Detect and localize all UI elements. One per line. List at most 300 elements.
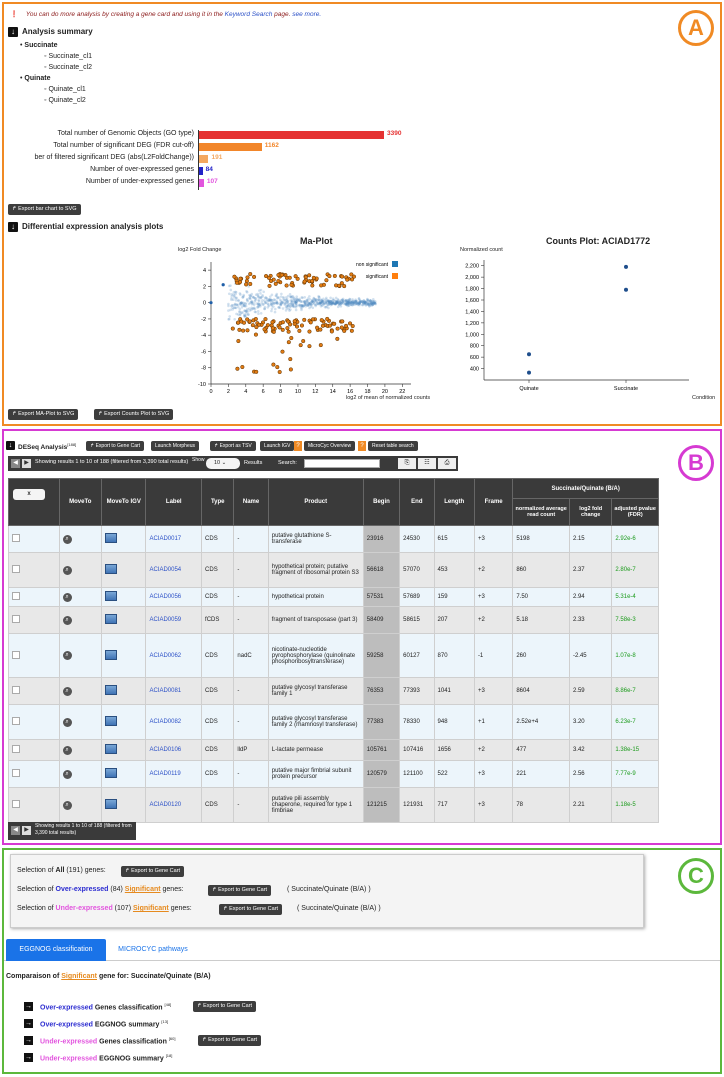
- ma-x-tick-label: 6: [261, 389, 265, 395]
- table-cell[interactable]: [9, 761, 60, 788]
- table-cell: 107416: [400, 740, 434, 761]
- see-more-link[interactable]: see more.: [292, 11, 322, 18]
- ma-point-nonsig: [260, 312, 263, 315]
- ma-point-sig: [268, 284, 272, 288]
- magnifier-icon[interactable]: ⌕: [63, 718, 72, 727]
- table-row[interactable]: [9, 761, 659, 788]
- table-cell: CDS: [202, 705, 234, 740]
- table-cell[interactable]: [101, 607, 145, 634]
- gene-label-link[interactable]: ACIAD0106: [146, 740, 202, 761]
- gene-label-link[interactable]: ACIAD0120: [146, 788, 202, 823]
- col-label[interactable]: Label: [146, 479, 202, 526]
- prev-icon[interactable]: ◀: [11, 826, 20, 835]
- counts-plot: [454, 256, 694, 401]
- gene-label-link[interactable]: ACIAD0017: [146, 526, 202, 553]
- ma-point-nonsig: [358, 304, 361, 307]
- ma-plot-title: Ma-Plot: [300, 236, 333, 246]
- table-cell: 8.86e-7: [612, 678, 659, 705]
- export-bar-chart-button[interactable]: ↱ Export bar chart to SVG: [8, 204, 81, 215]
- list-item: ◦ Quinate_cl2: [44, 97, 86, 104]
- table-cell: 5.31e-4: [612, 588, 659, 607]
- table-cell: putative glycosyl transferase family 1: [268, 678, 363, 705]
- showing-results-bottom: Showing results 1 to 10 of 188 (filtered from 3,390 total results): [35, 823, 132, 836]
- table-cell[interactable]: [59, 678, 101, 705]
- table-cell: hypothetical protein: [268, 588, 363, 607]
- table-cell: -: [234, 705, 268, 740]
- ma-point-nonsig: [324, 306, 327, 309]
- table-cell: 1.18e-5: [612, 788, 659, 823]
- reset-column-filters-button[interactable]: x: [13, 489, 45, 500]
- row-checkbox[interactable]: [12, 745, 20, 753]
- table-row[interactable]: [9, 607, 659, 634]
- table-cell: 3.20: [569, 705, 611, 740]
- table-cell: 2.80e-7: [612, 553, 659, 588]
- magnifier-icon[interactable]: ⌕: [63, 746, 72, 755]
- table-cell[interactable]: [101, 705, 145, 740]
- next-icon[interactable]: ▶: [22, 459, 31, 468]
- table-row[interactable]: [9, 526, 659, 553]
- table-cell: 60127: [400, 634, 434, 678]
- gene-label-link[interactable]: ACIAD0119: [146, 761, 202, 788]
- table-cell: 5.18: [513, 607, 570, 634]
- gene-label-link[interactable]: ACIAD0062: [146, 634, 202, 678]
- export-all-gene-cart-button[interactable]: ↱ Export to Gene Cart: [121, 866, 184, 877]
- table-cell[interactable]: [9, 634, 60, 678]
- table-cell: 121215: [363, 788, 399, 823]
- ma-point-nonsig: [317, 298, 320, 301]
- ma-point-nonsig: [246, 311, 249, 314]
- ma-point-nonsig: [324, 301, 327, 304]
- ma-x-tick-label: 8: [279, 389, 283, 395]
- gene-label-link[interactable]: ACIAD0056: [146, 588, 202, 607]
- info-banner: ❗ You can do more analysis by creating a gene card and using it in the Keyword Search page. see more.: [10, 11, 322, 18]
- ma-point-nonsig: [337, 298, 340, 301]
- ma-point-nonsig: [285, 309, 288, 312]
- ma-point-sig: [350, 273, 354, 277]
- deseq-table: [8, 478, 659, 823]
- ma-point-nonsig: [235, 297, 238, 300]
- ma-point-nonsig: [301, 296, 304, 299]
- classification-item[interactable]: Under-expressed Genes classification [60]: [40, 1036, 176, 1046]
- table-cell[interactable]: [59, 607, 101, 634]
- table-cell[interactable]: [9, 588, 60, 607]
- table-cell: 56618: [363, 553, 399, 588]
- ma-point-sig: [288, 323, 292, 327]
- magnifier-icon[interactable]: ⌕: [63, 770, 72, 779]
- export-gene-cart-button[interactable]: ↱ Export to Gene Cart: [193, 1001, 256, 1012]
- magnifier-icon[interactable]: ⌕: [63, 566, 72, 575]
- ma-point-sig: [330, 330, 334, 334]
- ma-point-sig: [308, 344, 312, 348]
- tab-eggnog[interactable]: EGGNOG classification: [6, 939, 106, 961]
- table-cell: 2.37: [569, 553, 611, 588]
- row-checkbox[interactable]: [12, 686, 20, 694]
- table-cell: 207: [434, 607, 474, 634]
- ma-point-nonsig: [285, 299, 288, 302]
- gene-label-link[interactable]: ACIAD0054: [146, 553, 202, 588]
- ma-point-nonsig: [293, 297, 296, 300]
- export-under-gene-cart-button[interactable]: ↱ Export to Gene Cart: [219, 904, 282, 915]
- table-cell[interactable]: [101, 634, 145, 678]
- results-label: Results: [244, 460, 263, 466]
- ma-point-nonsig: [340, 302, 343, 305]
- table-cell: nadC: [234, 634, 268, 678]
- table-cell: -: [234, 588, 268, 607]
- bar-label: Total number of Genomic Objects (GO type): [57, 130, 194, 137]
- igv-icon[interactable]: [105, 614, 117, 624]
- col-name[interactable]: Name: [234, 479, 268, 526]
- col-length[interactable]: Length: [434, 479, 474, 526]
- igv-icon[interactable]: [105, 564, 117, 574]
- table-row[interactable]: [9, 678, 659, 705]
- table-cell: 58409: [363, 607, 399, 634]
- ma-point-sig: [285, 284, 289, 288]
- magnifier-icon[interactable]: ⌕: [63, 687, 72, 696]
- expand-arrow-icon[interactable]: →: [25, 1003, 32, 1010]
- table-cell[interactable]: [101, 740, 145, 761]
- ma-point-nonsig: [269, 295, 272, 298]
- expand-arrow-icon[interactable]: →: [25, 1037, 32, 1044]
- ma-point-sig: [271, 326, 275, 330]
- reset-table-search-button[interactable]: Reset table search: [368, 441, 418, 451]
- download-arrow-icon[interactable]: ↓: [8, 222, 18, 232]
- ma-point-nonsig: [228, 285, 231, 288]
- ma-point-sig: [241, 329, 245, 333]
- download-arrow-icon[interactable]: ↓: [6, 441, 15, 450]
- ma-point-nonsig: [346, 301, 349, 304]
- table-cell: 1.38e-15: [612, 740, 659, 761]
- keyword-search-link[interactable]: Keyword Search: [224, 11, 273, 18]
- export-gene-cart-button[interactable]: ↱ Export to Gene Cart: [198, 1035, 261, 1046]
- bar-axis: [198, 130, 199, 190]
- counts-x-tick-label: Succinate: [613, 386, 639, 392]
- ma-point-sig: [295, 325, 299, 329]
- ma-point-nonsig: [273, 302, 276, 305]
- ma-point-sig: [288, 357, 292, 361]
- table-cell: 860: [513, 553, 570, 588]
- export-ma-plot-button[interactable]: ↱ Export MA-Plot to SVG: [8, 409, 78, 420]
- table-cell[interactable]: [59, 761, 101, 788]
- table-cell: 57531: [363, 588, 399, 607]
- table-cell[interactable]: [59, 634, 101, 678]
- deseq-title: DESeq Analysis[188]: [18, 442, 77, 452]
- bar-value: 84: [205, 166, 213, 173]
- igv-icon[interactable]: [105, 591, 117, 601]
- row-checkbox[interactable]: [12, 534, 20, 542]
- col-log2fc[interactable]: log2 fold change: [569, 499, 611, 526]
- legend-sig-label: significant: [365, 274, 388, 280]
- tab-microcyc[interactable]: MICROCYC pathways: [118, 946, 188, 953]
- table-cell: 8604: [513, 678, 570, 705]
- bar: [198, 143, 262, 151]
- table-cell[interactable]: [101, 526, 145, 553]
- row-checkbox[interactable]: [12, 592, 20, 600]
- ma-point-nonsig: [267, 302, 270, 305]
- gene-label-link[interactable]: ACIAD0059: [146, 607, 202, 634]
- ma-point-sig: [300, 324, 304, 328]
- magnifier-icon[interactable]: ⌕: [63, 651, 72, 660]
- print-icon[interactable]: ⎙: [438, 458, 456, 469]
- row-checkbox[interactable]: [12, 800, 20, 808]
- table-row[interactable]: [9, 588, 659, 607]
- ma-point-sig: [236, 367, 240, 371]
- table-cell: -: [234, 788, 268, 823]
- ma-point-sig: [342, 329, 346, 333]
- export-counts-plot-button[interactable]: ↱ Export Counts Plot to SVG: [94, 409, 173, 420]
- ma-point-sig: [293, 319, 297, 323]
- igv-icon[interactable]: [105, 799, 117, 809]
- ma-point-sig: [275, 365, 279, 369]
- ma-point-sig: [319, 284, 323, 288]
- ma-point-nonsig: [234, 306, 237, 309]
- table-row[interactable]: [9, 740, 659, 761]
- ma-point-nonsig: [243, 304, 246, 307]
- table-cell[interactable]: [101, 678, 145, 705]
- ma-point-nonsig: [285, 296, 288, 299]
- ma-point-nonsig: [295, 295, 298, 298]
- col-begin[interactable]: Begin: [363, 479, 399, 526]
- magnifier-icon[interactable]: ⌕: [63, 801, 72, 810]
- ma-point-sig: [315, 326, 319, 330]
- classification-item[interactable]: Over-expressed Genes classification [48]: [40, 1002, 172, 1012]
- ma-y-tick-label: -6: [201, 349, 206, 356]
- counts-y-tick-label: 1,000: [465, 332, 479, 339]
- page-length-select[interactable]: 10 ⌄: [206, 458, 240, 469]
- ma-point-nonsig: [269, 300, 272, 303]
- magnifier-icon[interactable]: ⌕: [63, 616, 72, 625]
- ma-point-nonsig: [257, 310, 260, 313]
- de-plots-title: Differential expression analysis plots: [22, 222, 164, 231]
- ma-point-nonsig: [237, 299, 240, 302]
- magnifier-icon[interactable]: ⌕: [63, 593, 72, 602]
- legend-nonsig-label: non significant: [356, 262, 388, 268]
- table-cell[interactable]: [9, 526, 60, 553]
- ma-point-nonsig: [260, 289, 263, 292]
- ma-point-nonsig: [322, 303, 325, 306]
- table-cell: CDS: [202, 678, 234, 705]
- row-checkbox[interactable]: [12, 651, 20, 659]
- table-cell: 2.15: [569, 526, 611, 553]
- table-cell: 159: [434, 588, 474, 607]
- ma-point-sig: [246, 329, 250, 333]
- ma-point-sig: [325, 317, 329, 321]
- table-cell: 2.59: [569, 678, 611, 705]
- col-norm-count[interactable]: normalized average read count: [513, 499, 570, 526]
- ma-point-nonsig: [285, 301, 288, 304]
- igv-icon[interactable]: [105, 685, 117, 695]
- ma-point-nonsig: [304, 300, 307, 303]
- ma-point-nonsig: [297, 300, 300, 303]
- table-cell[interactable]: [59, 788, 101, 823]
- col-type[interactable]: Type: [202, 479, 234, 526]
- ma-point-sig: [289, 368, 293, 372]
- table-cell[interactable]: [59, 588, 101, 607]
- table-cell[interactable]: [59, 740, 101, 761]
- igv-icon[interactable]: [105, 744, 117, 754]
- row-checkbox[interactable]: [12, 565, 20, 573]
- ma-x-tick-label: 4: [244, 389, 248, 395]
- table-cell: +2: [474, 553, 512, 588]
- table-cell[interactable]: [101, 553, 145, 588]
- table-cell[interactable]: [59, 705, 101, 740]
- ma-point-nonsig: [276, 297, 279, 300]
- ma-point-sig: [344, 324, 348, 328]
- counts-plot-xlabel: Condition: [692, 395, 716, 401]
- bar: [198, 131, 384, 139]
- ma-point-nonsig: [307, 297, 310, 300]
- table-cell: 260: [513, 634, 570, 678]
- magnifier-icon[interactable]: ⌕: [63, 535, 72, 544]
- table-row[interactable]: [9, 634, 659, 678]
- ma-point-nonsig: [306, 301, 309, 304]
- row-checkbox[interactable]: [12, 717, 20, 725]
- table-cell: +3: [474, 761, 512, 788]
- table-cell: CDS: [202, 788, 234, 823]
- expand-arrow-icon[interactable]: →: [25, 1020, 32, 1027]
- copy-icon[interactable]: ⎘: [398, 458, 416, 469]
- table-cell: 1.07e-8: [612, 634, 659, 678]
- bar-value: 3390: [387, 130, 402, 137]
- export-gene-cart-button[interactable]: ↱ Export to Gene Cart: [86, 441, 144, 451]
- table-cell: 105761: [363, 740, 399, 761]
- microcyc-overview-button[interactable]: MicroCyc Overview: [304, 441, 355, 451]
- prev-icon[interactable]: ◀: [11, 459, 20, 468]
- ma-point-sig: [248, 272, 252, 276]
- bar: [198, 155, 208, 163]
- table-cell: -: [234, 761, 268, 788]
- ma-point-nonsig: [274, 308, 277, 311]
- table-cell[interactable]: [9, 705, 60, 740]
- table-row[interactable]: [9, 705, 659, 740]
- gene-label-link[interactable]: ACIAD0081: [146, 678, 202, 705]
- col-moveto-igv[interactable]: MoveTo IGV: [101, 479, 145, 526]
- igv-icon[interactable]: [105, 768, 117, 778]
- launch-igv-button[interactable]: Launch IGV: [260, 441, 294, 451]
- ma-point-sig: [350, 278, 354, 282]
- ma-point-nonsig: [270, 310, 273, 313]
- ma-point-sig: [294, 274, 298, 278]
- ma-point-nonsig: [209, 301, 212, 304]
- ma-point-sig: [278, 326, 282, 330]
- table-row[interactable]: [9, 553, 659, 588]
- table-cell[interactable]: [101, 788, 145, 823]
- ma-point-nonsig: [260, 296, 263, 299]
- ma-point-nonsig: [249, 298, 252, 301]
- info-icon: ❗: [10, 11, 19, 18]
- igv-icon[interactable]: [105, 650, 117, 660]
- ma-point-sig: [277, 279, 281, 283]
- ma-point-nonsig: [284, 303, 287, 306]
- ma-point-nonsig: [241, 296, 244, 299]
- launch-morpheus-button[interactable]: Launch Morpheus: [151, 441, 199, 451]
- table-cell: -2.45: [569, 634, 611, 678]
- ma-point-nonsig: [313, 297, 316, 300]
- igv-icon[interactable]: [105, 716, 117, 726]
- table-cell: 477: [513, 740, 570, 761]
- excel-icon[interactable]: ☷: [418, 458, 436, 469]
- ma-y-tick-label: -10: [198, 382, 206, 388]
- help-icon[interactable]: ?: [358, 441, 366, 451]
- ma-point-nonsig: [295, 309, 298, 312]
- expand-arrow-icon[interactable]: →: [25, 1054, 32, 1061]
- table-cell[interactable]: [101, 588, 145, 607]
- ma-point-nonsig: [346, 304, 349, 307]
- table-cell: 615: [434, 526, 474, 553]
- col-moveto[interactable]: MoveTo: [59, 479, 101, 526]
- ma-point-nonsig: [327, 304, 330, 307]
- show-label: Show: [192, 457, 205, 463]
- ma-point-nonsig: [230, 297, 233, 300]
- table-cell[interactable]: [59, 553, 101, 588]
- table-cell[interactable]: [59, 526, 101, 553]
- table-toolbar: [8, 456, 458, 471]
- export-over-gene-cart-button[interactable]: ↱ Export to Gene Cart: [208, 885, 271, 896]
- col-frame[interactable]: Frame: [474, 479, 512, 526]
- ma-x-tick-label: 14: [329, 389, 336, 395]
- ma-point-sig: [340, 275, 344, 279]
- download-arrow-icon[interactable]: ↓: [8, 27, 18, 37]
- counts-point: [527, 371, 531, 375]
- ma-x-tick-label: 0: [209, 389, 213, 395]
- ma-point-sig: [263, 327, 267, 331]
- bar-value: 191: [211, 154, 223, 161]
- ma-point-nonsig: [319, 303, 322, 306]
- table-cell: CDS: [202, 553, 234, 588]
- ma-point-sig: [288, 276, 292, 280]
- table-cell[interactable]: [9, 740, 60, 761]
- table-cell: putative glutathione S-transferase: [268, 526, 363, 553]
- table-cell: CDS: [202, 761, 234, 788]
- gene-label-link[interactable]: ACIAD0082: [146, 705, 202, 740]
- table-cell[interactable]: [9, 788, 60, 823]
- table-cell: nicotinate-nucleotide pyrophosphorylase (quinolinate phosphoribosyltransferase): [268, 634, 363, 678]
- ma-point-sig: [272, 330, 276, 334]
- col-padj[interactable]: adjusted pvalue (FDR): [612, 499, 659, 526]
- ma-x-tick-label: 2: [226, 389, 230, 395]
- ma-point-nonsig: [261, 301, 264, 304]
- classification-item[interactable]: Under-expressed EGGNOG summary [18]: [40, 1053, 173, 1063]
- search-input[interactable]: [304, 459, 380, 468]
- col-end[interactable]: End: [400, 479, 434, 526]
- ma-point-nonsig: [354, 300, 357, 303]
- column-reset: [9, 479, 60, 526]
- table-cell[interactable]: [9, 678, 60, 705]
- ma-point-nonsig: [282, 307, 285, 310]
- table-cell[interactable]: [101, 761, 145, 788]
- ma-point-sig: [299, 343, 303, 347]
- next-icon[interactable]: ▶: [22, 826, 31, 835]
- igv-icon[interactable]: [105, 533, 117, 543]
- export-tsv-button[interactable]: ↱ Export as TSV: [210, 441, 256, 451]
- table-cell[interactable]: [9, 553, 60, 588]
- classification-item[interactable]: Over-expressed EGGNOG summary [13]: [40, 1019, 169, 1029]
- analysis-summary-title: Analysis summary: [22, 27, 93, 36]
- table-cell[interactable]: [9, 607, 60, 634]
- row-checkbox[interactable]: [12, 615, 20, 623]
- ma-point-nonsig: [295, 298, 298, 301]
- counts-point: [624, 288, 628, 292]
- col-product[interactable]: Product: [268, 479, 363, 526]
- ma-point-nonsig: [307, 304, 310, 307]
- ma-point-nonsig: [235, 299, 238, 302]
- selection-over: Selection of Over-expressed (84) Significant genes:: [17, 886, 184, 893]
- ma-point-sig: [337, 284, 341, 288]
- group-quinate: • Quinate: [20, 75, 51, 82]
- table-row[interactable]: [9, 788, 659, 823]
- row-checkbox[interactable]: [12, 769, 20, 777]
- help-icon[interactable]: ?: [294, 441, 302, 451]
- ma-y-tick-label: -8: [201, 365, 206, 372]
